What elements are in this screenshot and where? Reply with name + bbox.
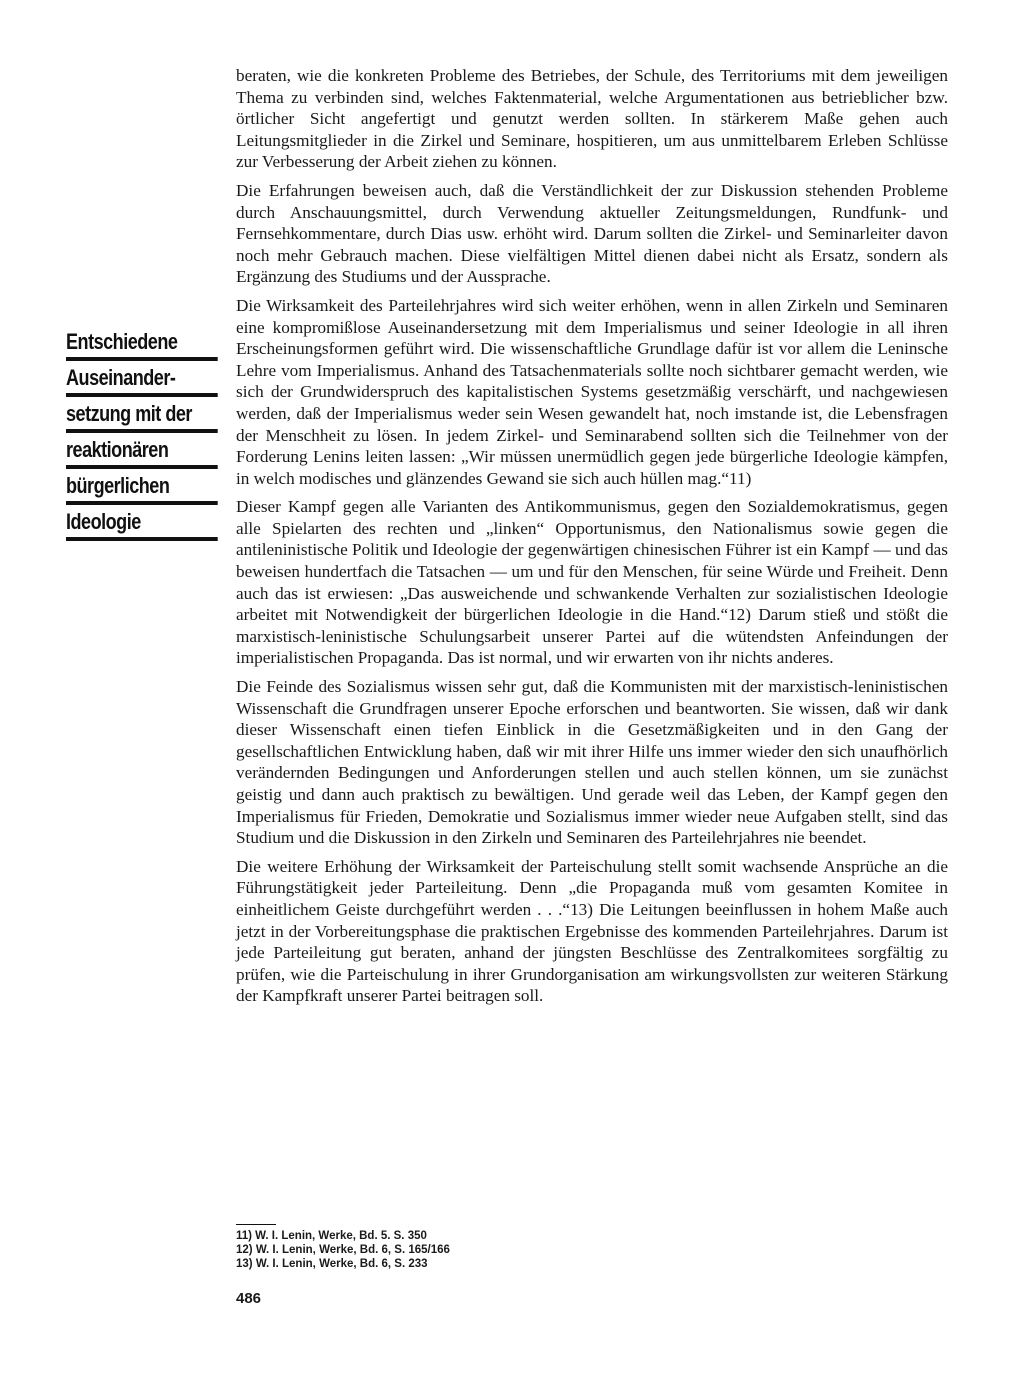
paragraph: Die Wirksamkeit des Parteilehrjahres wird sich weiter erhöhen, wenn in allen Zirkeln und Seminaren eine kompromißlose Auseinandersetzung mit dem Imperialismus und seiner Ideologie in all ihren Erscheinungsformen geführt wird. Die wissenschaftliche Grundlage dafür ist vor allem die Leninsche Lehre vom Imperialismus. Anhand des Tatsachenmaterials sollte noch sichtbarer gemacht werden, wie sich der Grundwiderspruch des kapitalistischen Systems gesetzmäßig verschärft, und nachgewiesen werden, daß der Imperialismus weder sein Wesen gewandelt hat, noch imstande ist, die Lebensfragen der Menschheit zu lösen. In jedem Zirkel- und Seminarabend sollten sich die Teilnehmer von der Forderung Lenins leiten lassen: „Wir müssen unermüdlich gegen jede bürgerliche Ideologie kämpfen, in welch modisches und glänzendes Gewand sie sich auch hüllen mag.“11) — [236, 295, 948, 488]
paragraph: Die Erfahrungen beweisen auch, daß die Verständlichkeit der zur Diskussion stehenden Probleme durch Anschauungsmittel, durch Verwendung aktueller Zeitungsmeldungen, Rundfunk- und Fernsehkommentare, durch Dias usw. erhöht wird. Darum sollten die Zirkel- und Seminarleiter davon noch mehr Gebrauch machen. Diese vielfältigen Mittel dienen dabei nicht als Ersatz, sondern als Ergänzung des Studiums und der Aussprache. — [236, 180, 948, 287]
paragraph: beraten, wie die konkreten Probleme des Betriebes, der Schule, des Territoriums mit dem jeweiligen Thema zu verbinden sind, welches Faktenmaterial, welche Argumentationen aus betrieblicher bzw. örtlicher Sicht angefertigt und genutzt werden sollten. In stärkerem Maße gehen auch Leitungsmitglieder in die Zirkel und Seminare, hospitieren, um aus unmittelbarem Erleben Schlüsse zur Verbesserung der Arbeit ziehen zu können. — [236, 66, 948, 172]
paragraph: Die weitere Erhöhung der Wirksamkeit der Parteischulung stellt somit wachsende Ansprüche an die Führungstätigkeit jeder Parteileitung. Denn „die Propaganda muß vom gesamten Komitee in einheitlichem Geiste durchgeführt werden . . .“13) Die Leitungen beeinflussen in hohem Maße auch jetzt in der Vorbereitungsphase die praktischen Ergebnisse des kommenden Parteilehrjahres. Darum ist jede Parteileitung gut beraten, anhand der jüngsten Beschlüsse des Zentralkomitees sorgfältig zu prüfen, wie die Parteischulung in ihrer Grundorganisation am wirkungsvollsten zur weiteren Stärkung der Kampfkraft unserer Partei beitragen soll. — [236, 856, 948, 1006]
margin-heading-line: setzung mit der — [66, 400, 218, 433]
footnotes — [236, 1224, 636, 1271]
footnote: 11) W. I. Lenin, Werke, Bd. 5. S. 350 — [236, 1230, 427, 1242]
margin-heading-line: bürgerlichen — [66, 472, 218, 505]
paragraph: Die Feinde des Sozialismus wissen sehr gut, daß die Kommunisten mit der marxistisch-leninistischen Wissenschaft die Grundfragen unserer Epoche erforschen und beantworten. Sie wissen, daß wir dank dieser Wissenschaft einen tiefen Einblick in die Gesetzmäßigkeiten und in den Gang der gesellschaftlichen Entwicklung haben, daß wir mit ihrer Hilfe uns immer wieder den sich unaufhörlich verändernden Bedingungen und Anforderungen stellen und auch stellen können, um sie zunächst geistig und dann auch praktisch zu bewältigen. Und gerade weil das Leben, der Kampf gegen den Imperialismus für Frieden, Demokratie und Sozialismus immer wieder neue Aufgaben stellt, sind das Studium und die Diskussion in den Zirkeln und Seminaren des Parteilehrjahres nie beendet. — [236, 677, 948, 848]
margin-heading-line: Entschiedene — [66, 328, 218, 361]
footnote: 12) W. I. Lenin, Werke, Bd. 6, S. 165/166 — [236, 1244, 450, 1256]
page-number: 486 — [236, 1290, 262, 1307]
body-text — [236, 65, 948, 1014]
footnote-divider — [236, 1224, 276, 1225]
margin-heading-line: Ideologie — [66, 508, 218, 541]
margin-heading-line: Auseinander- — [66, 364, 218, 397]
margin-heading-line: reaktionären — [66, 436, 218, 469]
margin-heading — [66, 328, 218, 544]
footnote: 13) W. I. Lenin, Werke, Bd. 6, S. 233 — [236, 1258, 428, 1270]
paragraph: Dieser Kampf gegen alle Varianten des Antikommunismus, gegen den Sozialdemokratismus, gegen alle Spielarten des rechten und „linken“ Opportunismus, den Nationalismus sowie gegen die antileninistische Politik und Ideologie der gegenwärtigen chinesischen Führer ist ein Kampf — und das beweisen hundertfach die Tatsachen — um und für den Menschen, für seine Würde und Freiheit. Denn auch das ist erwiesen: „Das ausweichende und schwankende Verhalten zur sozialistischen Ideologie arbeitet mit Notwendigkeit der bürgerlichen Ideologie in die Hand.“12) Darum stieß und stößt die marxistisch-leninistische Schulungsarbeit unserer Partei auf die wütendsten Anfeindungen der imperialistischen Propaganda. Das ist normal, und wir erwarten von ihr nichts anderes. — [236, 497, 948, 668]
